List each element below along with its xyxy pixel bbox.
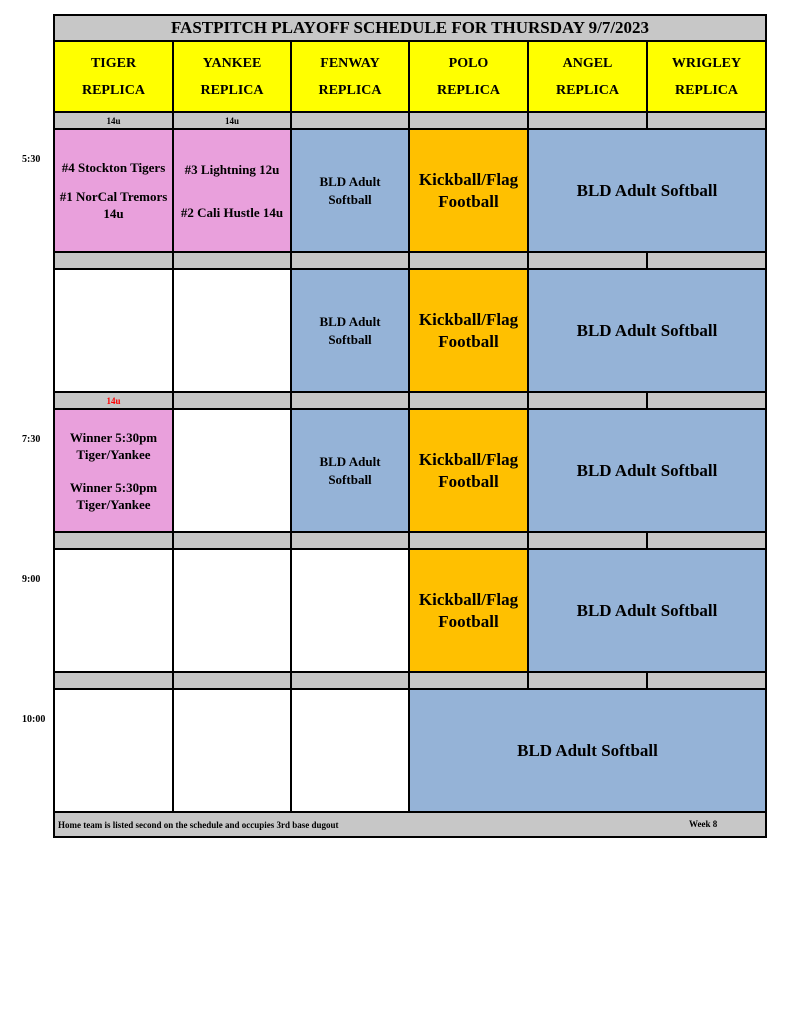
game-tiger-530 [55, 130, 172, 251]
home-team: #2 Cali Hustle 14u [180, 204, 284, 220]
rental-block-wide: BLD Adult Softball [529, 270, 765, 391]
home-team: Winner 5:30pm Tiger/Yankee [69, 479, 158, 512]
field-subtitle: REPLICA [555, 82, 619, 98]
field-header-tiger [55, 42, 172, 111]
field-name: ANGEL [562, 55, 613, 71]
field-header-polo [410, 42, 527, 111]
divider-cell [529, 533, 646, 548]
rental-label: BLD Adult Softball [319, 173, 381, 207]
field-name: WRIGLEY [671, 55, 742, 71]
field-name: YANKEE [202, 55, 262, 71]
rental-label: BLD Adult Softball [319, 313, 381, 347]
divider-cell [648, 673, 765, 688]
time-label: 7:30 [22, 434, 41, 445]
rental-block [292, 130, 408, 251]
divider-cell [648, 253, 765, 268]
divider-cell [410, 673, 527, 688]
game-tiger-730 [55, 410, 172, 531]
field-subtitle: REPLICA [318, 82, 382, 98]
kickball-block [410, 550, 527, 671]
footer-note: Home team is listed second on the schedule and occupies 3rd base dugout [58, 819, 339, 830]
home-team: #1 NorCal Tremors 14u [59, 189, 168, 221]
divider-cell [55, 673, 172, 688]
away-team: #4 Stockton Tigers [61, 160, 166, 175]
empty-slot [174, 270, 290, 391]
field-subtitle: REPLICA [674, 82, 738, 98]
divider-cell [648, 533, 765, 548]
rental-label: Kickball/Flag Football [418, 589, 519, 631]
kickball-block [410, 270, 527, 391]
field-subtitle: REPLICA [200, 82, 264, 98]
divider-cell [410, 393, 527, 408]
field-header-fenway [292, 42, 408, 111]
week-label: Week 8 [689, 819, 718, 829]
divider-cell [292, 253, 408, 268]
field-header-angel [529, 42, 646, 111]
field-header-yankee [174, 42, 290, 111]
rental-block-wide: BLD Adult Softball [529, 410, 765, 531]
divider-cell [529, 673, 646, 688]
divider-cell [292, 113, 408, 128]
rental-label: Kickball/Flag Football [418, 449, 519, 491]
time-label: 9:00 [22, 574, 41, 585]
empty-slot [55, 270, 172, 391]
empty-slot [292, 690, 408, 811]
field-subtitle: REPLICA [81, 82, 145, 98]
empty-slot [55, 690, 172, 811]
divider-cell [174, 533, 290, 548]
game-yankee-530 [174, 130, 290, 251]
divider-cell [529, 253, 646, 268]
divider-cell [292, 673, 408, 688]
field-name: FENWAY [320, 55, 380, 71]
footer-bar [55, 813, 765, 836]
divider-cell [174, 393, 290, 408]
kickball-block [410, 130, 527, 251]
schedule-title: FASTPITCH PLAYOFF SCHEDULE FOR THURSDAY 9/7/2023 [55, 16, 765, 40]
empty-slot [174, 690, 290, 811]
rental-label: BLD Adult Softball [319, 453, 381, 487]
field-subtitle: REPLICA [436, 82, 500, 98]
empty-slot [174, 550, 290, 671]
empty-slot [55, 550, 172, 671]
empty-slot [174, 410, 290, 531]
rental-block-wide: BLD Adult Softball [529, 550, 765, 671]
rental-block-wide: BLD Adult Softball [529, 130, 765, 251]
divider-cell [529, 113, 646, 128]
rental-label: Kickball/Flag Football [418, 169, 519, 211]
division-label: 14u [55, 393, 172, 408]
away-team: #3 Lightning 12u [184, 161, 280, 177]
rental-block-wide: BLD Adult Softball [410, 690, 765, 811]
divider-cell [174, 253, 290, 268]
rental-block [292, 410, 408, 531]
empty-slot [292, 550, 408, 671]
away-team: Winner 5:30pm Tiger/Yankee [69, 429, 158, 462]
field-header-wrigley [648, 42, 765, 111]
field-name: TIGER [90, 55, 137, 71]
rental-block [292, 270, 408, 391]
divider-cell [529, 393, 646, 408]
divider-cell [410, 533, 527, 548]
divider-cell [648, 113, 765, 128]
time-label: 5:30 [22, 154, 41, 165]
divider-cell [292, 393, 408, 408]
division-label: 14u [55, 113, 172, 128]
divider-cell [410, 113, 527, 128]
divider-cell [55, 253, 172, 268]
time-label: 10:00 [22, 714, 46, 725]
rental-label: Kickball/Flag Football [418, 309, 519, 351]
divider-cell [410, 253, 527, 268]
kickball-block [410, 410, 527, 531]
divider-cell [174, 673, 290, 688]
divider-cell [292, 533, 408, 548]
divider-cell [55, 533, 172, 548]
division-label: 14u [174, 113, 290, 128]
divider-cell [648, 393, 765, 408]
field-name: POLO [448, 55, 489, 71]
